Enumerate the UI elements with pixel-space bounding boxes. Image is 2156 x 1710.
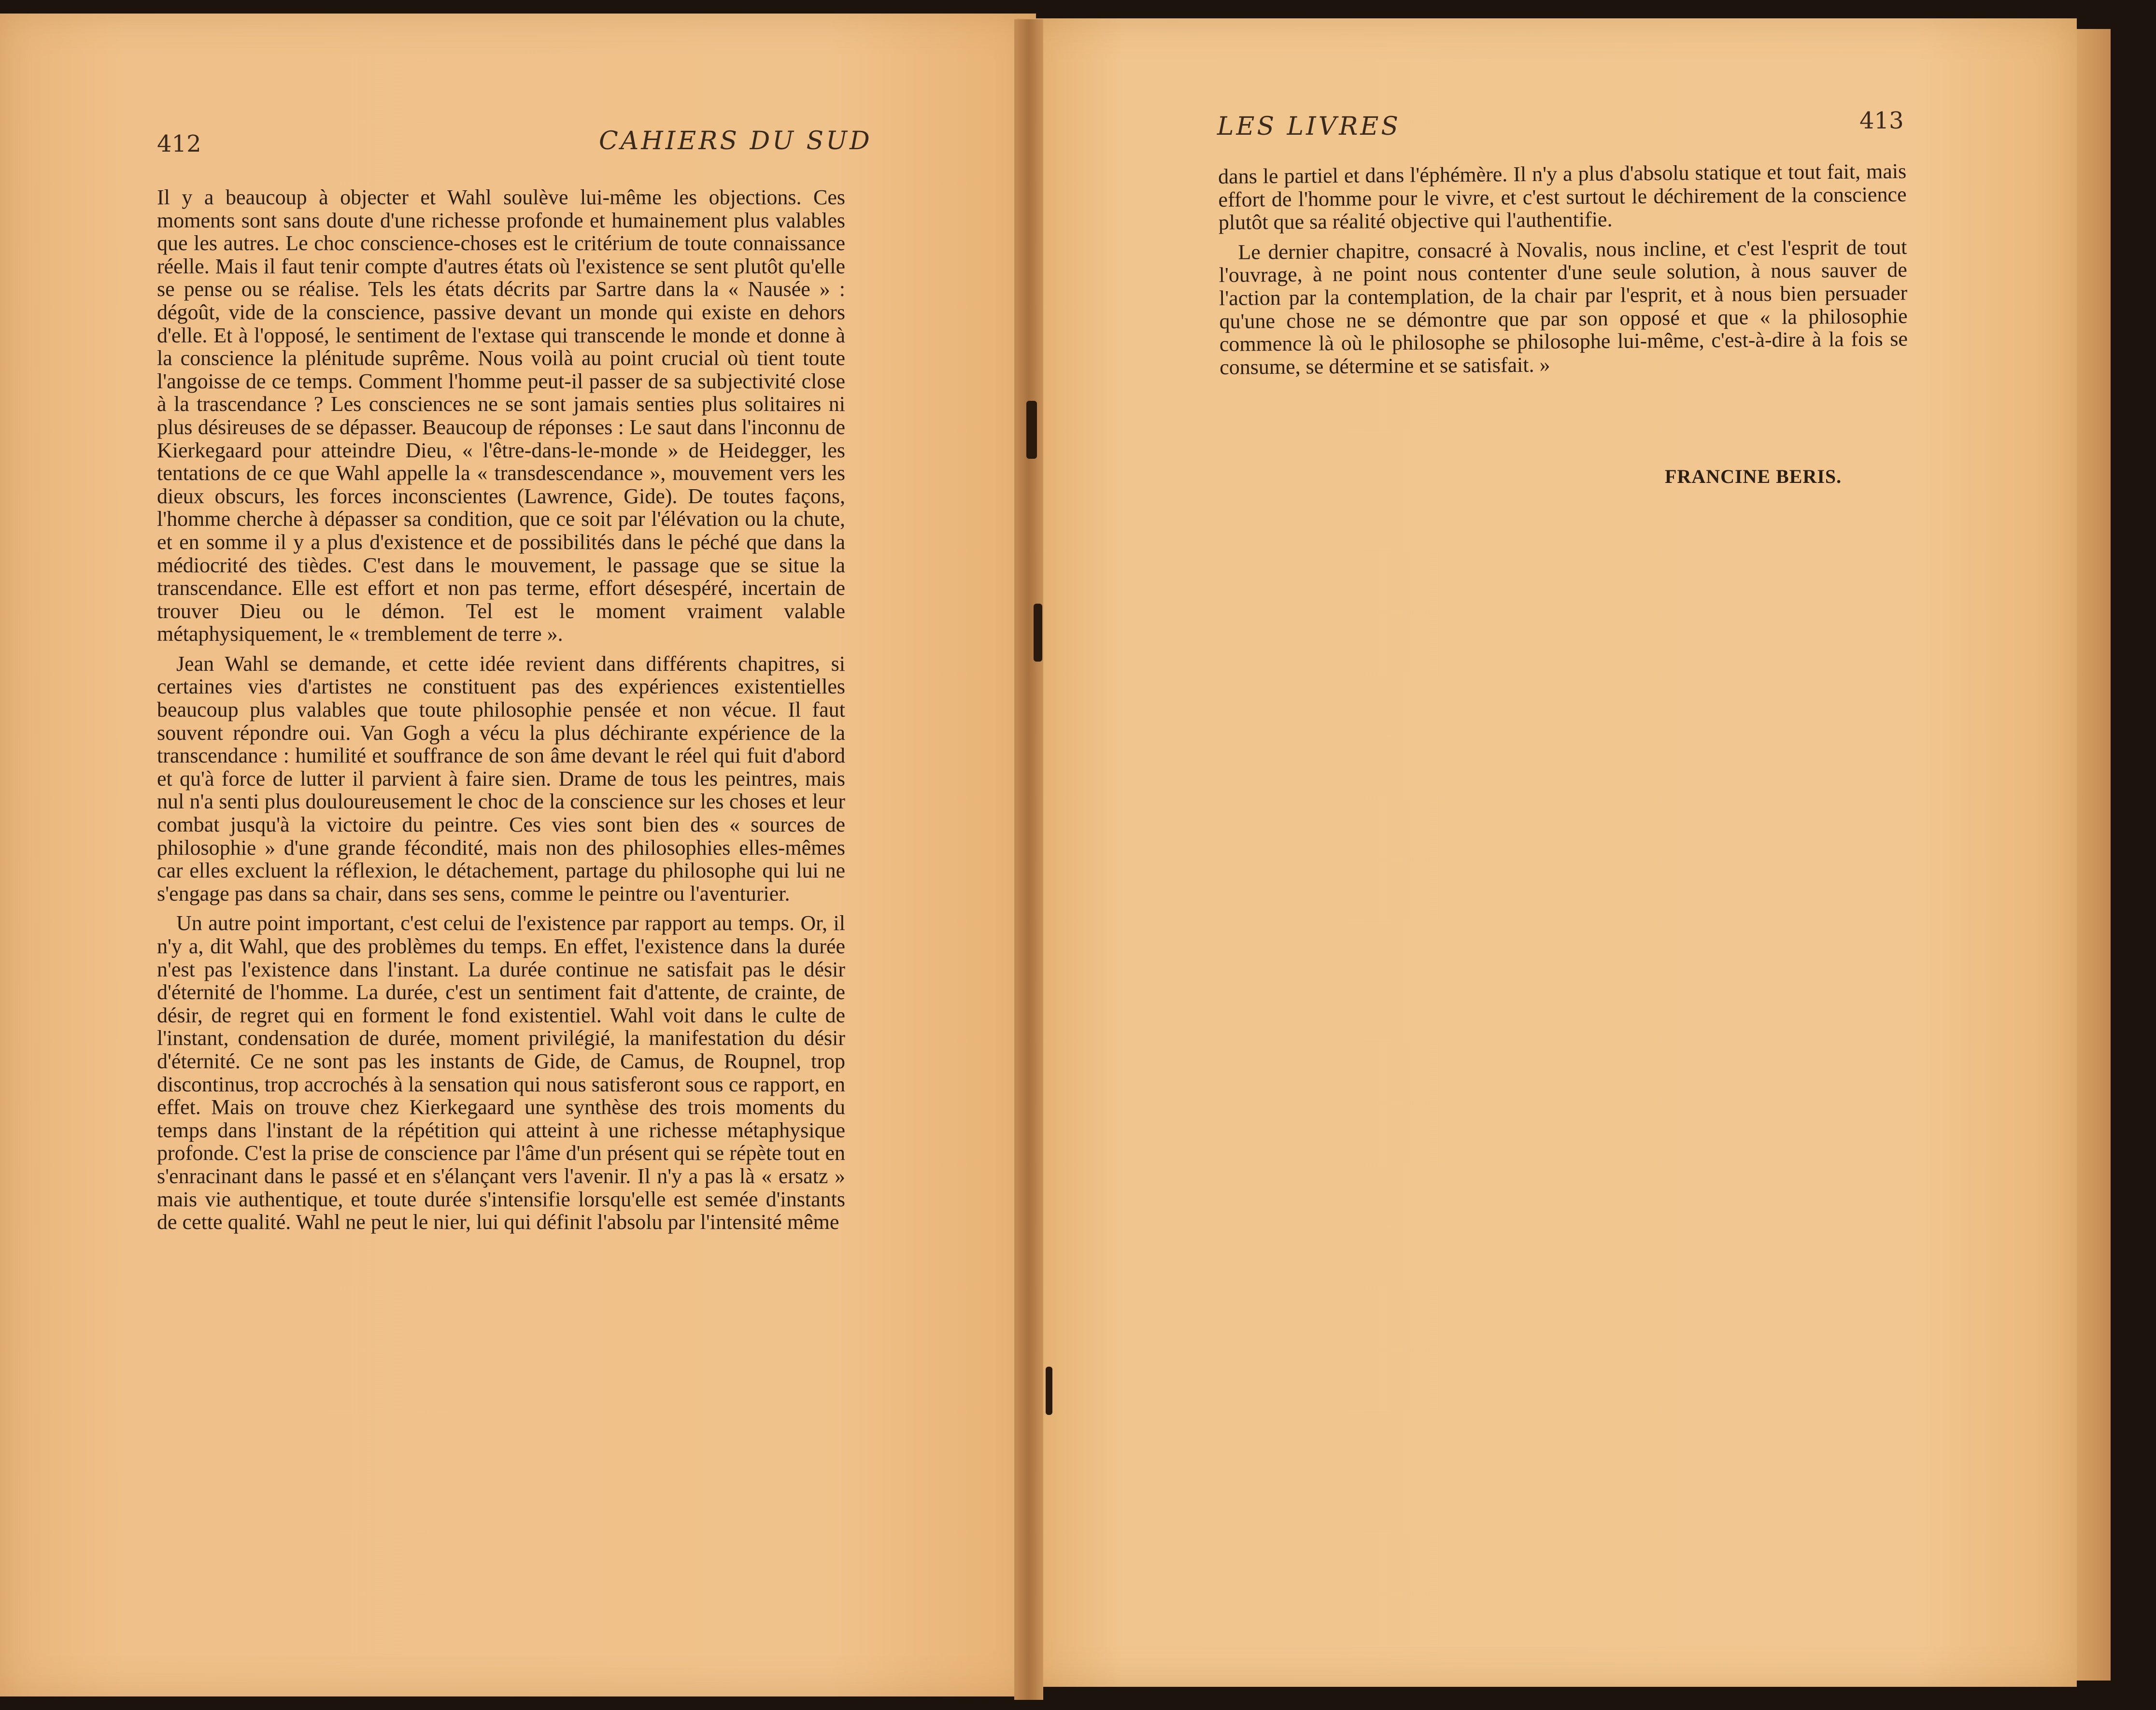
running-head-left: CAHIERS DU SUD bbox=[599, 127, 872, 155]
paragraph: Jean Wahl se demande, et cette idée revient dans différents chapitres, si certaines vies d'artistes ne constituent pas des expériences existentielles beaucoup plus valables que toute philosophie pensée et non vécue. Il faut souvent répondre oui. Van Gogh a vécu la plus déchirante expérience de la transcendance : humilité et souffrance de son âme devant le réel qui fuit d'abord et qu'à force de lutter il parvient à faire sien. Drame de tous les peintres, mais nul n'a senti plus douloureusement le choc de la conscience sur les choses et leur combat jusqu'à la victoire du peintre. Ces vies sont bien des « sources de philosophie » d'une grande fécondité, mais non des philosophies elles-mêmes car elles excluent la réflexion, le détachement, partage du philosophe qui lui ne s'engage pas dans sa chair, dans ses sens, comme le peintre ou l'aventurier. bbox=[157, 651, 845, 905]
book-gutter bbox=[1014, 19, 1043, 1700]
paragraph: Un autre point important, c'est celui de l'existence par rapport au temps. Or, il n'y a, dit Wahl, que des problèmes du temps. En effet, l'existence dans la durée n'est pas l'existence dans l'instant. La durée continue ne satisfait pas le désir d'éternité de l'homme. La durée, c'est un sentiment fait d'attente, de crainte, de désir, de regret qui en forment le fond existentiel. Wahl voit dans le culte de l'instant, condensation de durée, moment privilégié, la manifestation du désir d'éternité. Ce ne sont pas les instants de Gide, de Camus, de Roupnel, trop discontinus, trop accrochés à la sensation qui nous satisferont sous ce rapport, en effet. Mais on trouve chez Kierkegaard une synthèse des trois moments du temps dans l'instant de la répétition qui atteint à une richesse métaphysique profonde. C'est la prise de conscience par l'âme d'un présent qui se répète tout en s'enracinant dans le passé et en s'élançant vers l'avenir. Il n'y a pas là « ersatz » mais vie authentique, et toute durée s'intensifie lorsqu'elle est semée d'instants de cette qualité. Wahl ne peut le nier, lui qui définit l'absolu par l'intensité même bbox=[157, 911, 845, 1234]
right-page-body bbox=[1218, 160, 1908, 379]
paragraph: Il y a beaucoup à objecter et Wahl soulève lui-même les objections. Ces moments sont sans doute d'une richesse profonde et humainement plus valables que les autres. Le choc conscience-choses est le critérium de toute connaissance réelle. Mais il faut tenir compte d'autres états où l'existence se sent plutôt qu'elle se pense ou se réalise. Tels les états décrits par Sartre dans la « Nausée » : dégoût, vide de la conscience, passive devant un monde qui existe en dehors d'elle. Et à l'opposé, le sentiment de l'extase qui transcende le monde et donne à la conscience la plénitude suprême. Nous voilà au point crucial où tient toute l'angoisse de ce temps. Comment l'homme peut-il passer de sa subjectivité close à la trascendance ? Les consciences ne se sont jamais senties plus solitaires ni plus désireuses de se dépasser. Beaucoup de réponses : Le saut dans l'inconnu de Kierkegaard pour atteindre Dieu, « l'être-dans-le-monde » de Heidegger, les tentations de ce que Wahl appelle la « transdescendance », mouvement vers les dieux obscurs, les forces inconscientes (Lawrence, Gide). De toutes façons, l'homme cherche à dépasser sa condition, que ce soit par l'élévation ou la chute, et en somme il y a plus d'existence et de possibilités dans le péché que dans la médiocrité des tièdes. C'est dans le mouvement, le passage que se situe la transcendance. Elle est effort et non pas terme, effort désespéré, incertain de trouver Dieu ou le démon. Tel est le moment vraiment valable métaphysiquement, le « tremblement de terre ». bbox=[157, 185, 845, 646]
page-number-right: 413 bbox=[1859, 107, 1904, 134]
binding-hole bbox=[1034, 604, 1042, 662]
paragraph: Le dernier chapitre, consacré à Novalis, nous incline, et c'est l'esprit de tout l'ouvrage, à ne point nous contenter d'une seule solution, à nous sauver de l'action par la contemplation, de la chair par l'esprit, et à nous bien persuader qu'une chose ne se démontre que par son opposé et que « la philosophie commence là où le philosophe se philosophe lui-même, c'est-à-dire à la fois se consume, se détermine et se satisfait. » bbox=[1219, 235, 1908, 379]
binding-hole bbox=[1046, 1367, 1052, 1415]
left-page-body bbox=[157, 186, 845, 1234]
page-edge bbox=[2077, 29, 2111, 1681]
running-head-right: LES LIVRES bbox=[1217, 112, 1401, 141]
paragraph: dans le partiel et dans l'éphémère. Il n'y a plus d'absolu statique et tout fait, mais effort de l'homme pour le vivre, et c'est surtout le déchirement de la conscience plutôt que sa réalité objective qui l'authentifie. bbox=[1218, 159, 1907, 235]
author-signature: FRANCINE BERIS. bbox=[1665, 466, 1842, 487]
page-number-left: 412 bbox=[157, 130, 201, 157]
binding-hole bbox=[1026, 401, 1037, 459]
